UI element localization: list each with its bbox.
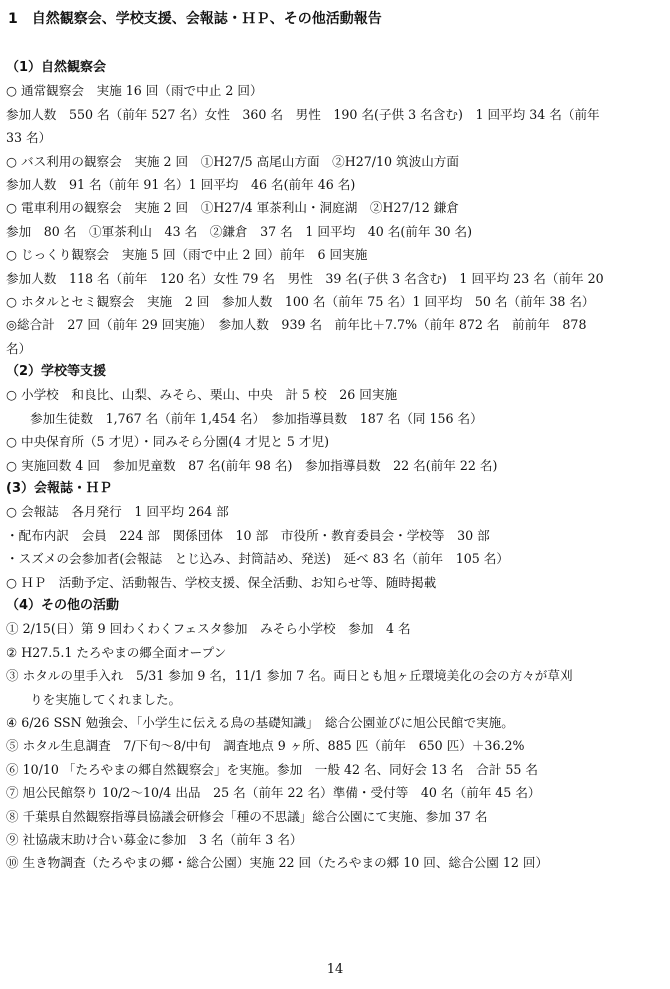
report-line: ○ 通常観察会 実施 16 回（雨で中止 2 回） — [6, 83, 263, 99]
report-line: ⑥ 10/10 「たろやまの郷自然観察会」を実施。参加 一般 42 名、同好会 13 名 合計 55 名 — [6, 761, 538, 777]
report-line: ○ バス利用の観察会 実施 2 回 ①H27/5 高尾山方面 ②H27/10 筑波山方面 — [6, 153, 459, 169]
report-line: 名） — [6, 340, 32, 356]
report-line: ○ ホタルとセミ観察会 実施 2 回 参加人数 100 名（前年 75 名）1 回平均 50 名（前年 38 名） — [6, 293, 595, 309]
report-line: ○ 中央保育所（5 才児）・同みそら分園(4 才児と 5 才児) — [6, 434, 330, 450]
section-heading: （4）その他の活動 — [6, 597, 120, 613]
page-title: 1 自然観察会、学校支援、会報誌・ＨＰ、その他活動報告 — [8, 11, 382, 27]
report-line: ○ じっくり観察会 実施 5 回（雨で中止 2 回）前年 6 回実施 — [6, 247, 368, 263]
report-body — [0, 56, 670, 875]
section-heading: (3）会報誌・ＨＰ — [6, 481, 112, 497]
section-heading: （1）自然観察会 — [6, 60, 107, 75]
report-line: ・スズメの会参加者(会報誌 とじ込み、封筒詰め、発送) 延べ 83 名（前年 105 名） — [6, 551, 509, 567]
report-line: りを実施してくれました。 — [30, 691, 182, 707]
report-line: 参加人数 550 名（前年 527 名）女性 360 名 男性 190 名(子供 3 名含む) 1 回平均 34 名（前年 — [6, 106, 600, 122]
report-line: ・配布内訳 会員 224 部 関係団体 10 部 市役所・教育委員会・学校等 30 部 — [6, 527, 490, 543]
section-heading: （2）学校等支援 — [6, 364, 107, 380]
report-line: ⑧ 千葉県自然観察指導員協議会研修会「種の不思議」総合公園にて実施、参加 37 名 — [6, 808, 488, 824]
report-line: ① 2/15(日）第 9 回わくわくフェスタ参加 みそら小学校 参加 4 名 — [6, 621, 411, 637]
report-line: ○ 小学校 和良比、山梨、みそら、栗山、中央 計 5 校 26 回実施 — [6, 387, 398, 403]
report-line: 参加生徒数 1,767 名（前年 1,454 名） 参加指導員数 187 名（同 156 名） — [30, 410, 483, 426]
report-line: ○ 電車利用の観察会 実施 2 回 ①H27/4 軍茶利山・洞庭湖 ②H27/12 鎌倉 — [6, 200, 459, 216]
report-line: 参加 80 名 ①軍茶利山 43 名 ②鎌倉 37 名 1 回平均 40 名(前年 30 名) — [6, 223, 473, 239]
report-line: ⑦ 旭公民館祭り 10/2～10/4 出品 25 名（前年 22 名）準備・受付等 40 名（前年 45 名） — [6, 785, 541, 801]
page-number: 14 — [326, 962, 344, 977]
report-line: ○ 実施回数 4 回 参加児童数 87 名(前年 98 名) 参加指導員数 22 名(前年 22 名) — [6, 457, 498, 473]
report-line: 参加人数 91 名（前年 91 名）1 回平均 46 名(前年 46 名) — [6, 176, 356, 192]
report-line: ② H27.5.1 たろやまの郷全面オープン — [6, 644, 227, 660]
report-line: 33 名） — [6, 130, 52, 146]
report-line: 参加人数 118 名（前年 120 名）女性 79 名 男性 39 名(子供 3 名含む) 1 回平均 23 名（前年 20 — [6, 270, 604, 286]
report-line: ③ ホタルの里手入れ 5/31 参加 9 名，11/1 参加 7 名。両日とも旭ヶ丘環境美化の会の方々が草刈 — [6, 668, 573, 684]
report-line: ④ 6/26 SSN 勉強会、「小学生に伝える鳥の基礎知識」 総合公園並びに旭公民館で実施。 — [6, 714, 514, 730]
report-line: ◎総合計 27 回（前年 29 回実施） 参加人数 939 名 前年比＋7.7%（前年 872 名 前前年 878 — [6, 317, 587, 333]
report-line: ○ 会報誌 各月発行 1 回平均 264 部 — [6, 504, 229, 520]
report-line: ⑤ ホタル生息調査 7/下旬～8/中旬 調査地点 9 ヶ所、885 匹（前年 650 匹）＋36.2% — [6, 738, 525, 754]
report-line: ○ ＨＰ 活動予定、活動報告、学校支援、保全活動、お知らせ等、随時掲載 — [6, 574, 437, 590]
report-line: ⑩ 生き物調査（たろやまの郷・総合公園）実施 22 回（たろやまの郷 10 回、総合公園 12 回） — [6, 855, 549, 871]
report-line: ⑨ 社協歳末助け合い募金に参加 3 名（前年 3 名） — [6, 831, 303, 847]
